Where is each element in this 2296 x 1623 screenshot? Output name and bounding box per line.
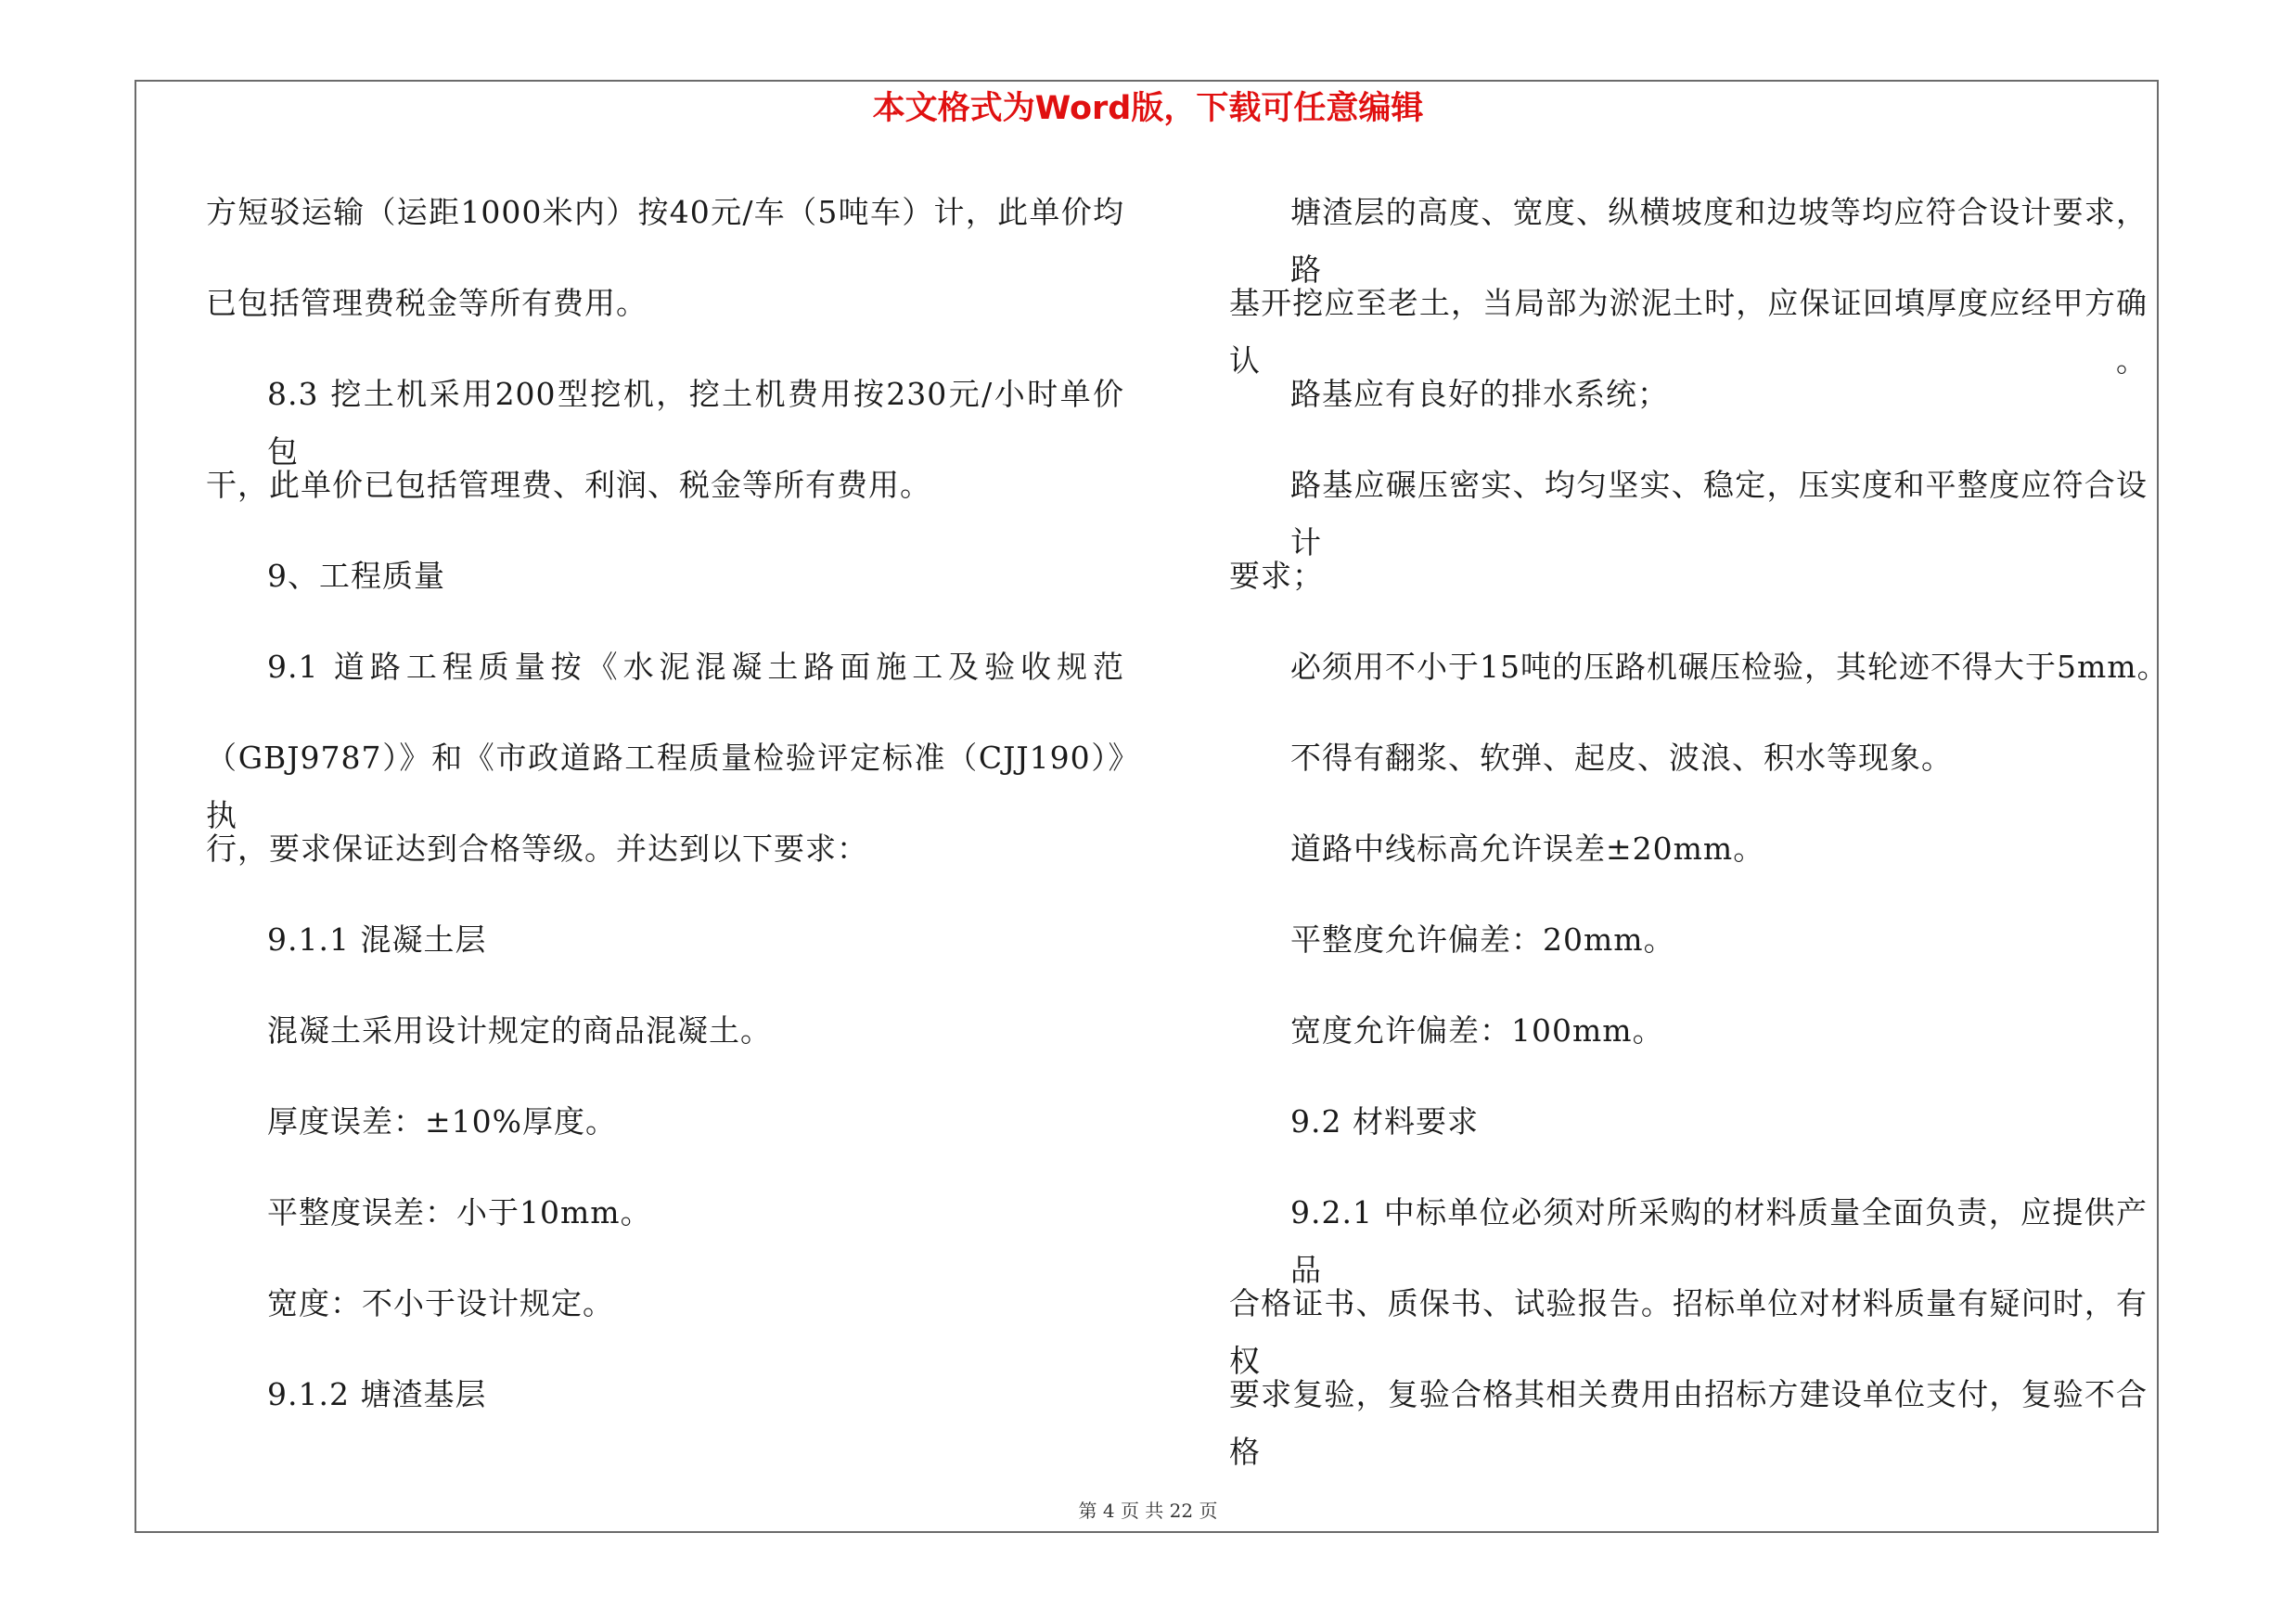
text-line: 要求； bbox=[1229, 558, 1324, 594]
text-line: 路基应碾压密实、均匀坚实、稳定，压实度和平整度应符合设计 bbox=[1290, 467, 2148, 560]
text-line: 基开挖应至老土，当局部为淤泥土时，应保证回填厚度应经甲方确认。 bbox=[1229, 285, 2148, 379]
text-line: 不得有翻浆、软弹、起皮、波浪、积水等现象。 bbox=[1290, 740, 1953, 776]
text-line: 方短驳运输（运距1000米内）按40元/车（5吨车）计，此单价均 bbox=[206, 194, 1124, 230]
text-line: 9、工程质量 bbox=[267, 558, 445, 594]
text-line: 8.3 挖土机采用200型挖机，挖土机费用按230元/小时单价包 bbox=[267, 376, 1124, 470]
text-line: 干，此单价已包括管理费、利润、税金等所有费用。 bbox=[206, 467, 931, 503]
text-line: 9.2.1 中标单位必须对所采购的材料质量全面负责，应提供产品 bbox=[1290, 1194, 2148, 1288]
page-footer: 第 4 页 共 22 页 bbox=[1078, 1500, 1218, 1522]
text-line: 平整度允许偏差：20mm。 bbox=[1290, 921, 1675, 958]
text-line: 宽度：不小于设计规定。 bbox=[267, 1285, 614, 1321]
header-notice: 本文格式为Word版，下载可任意编辑 bbox=[872, 90, 1424, 127]
left-column bbox=[206, 184, 1124, 1457]
text-line: 已包括管理费税金等所有费用。 bbox=[206, 285, 648, 321]
text-line: 合格证书、质保书、试验报告。招标单位对材料质量有疑问时，有权 bbox=[1229, 1285, 2148, 1379]
text-line: 9.1 道路工程质量按《水泥混凝土路面施工及验收规范 bbox=[267, 649, 1124, 685]
text-line: 9.2 材料要求 bbox=[1290, 1103, 1479, 1140]
text-line: 厚度误差：±10%厚度。 bbox=[267, 1103, 617, 1140]
text-line: 必须用不小于15吨的压路机碾压检验，其轮迹不得大于5mm。 bbox=[1290, 649, 2169, 685]
text-line: 9.1.1 混凝土层 bbox=[267, 921, 487, 958]
text-line: 要求复验，复验合格其相关费用由招标方建设单位支付，复验不合格 bbox=[1229, 1376, 2148, 1470]
text-line: 9.1.2 塘渣基层 bbox=[267, 1376, 487, 1412]
text-line: （GBJ9787）》和《市政道路工程质量检验评定标准（CJJ190）》执 bbox=[206, 740, 1124, 833]
text-line: 平整度误差：小于10mm。 bbox=[267, 1194, 652, 1230]
right-column bbox=[1229, 184, 2169, 1470]
text-line: 路基应有良好的排水系统； bbox=[1290, 376, 1669, 412]
text-line: 混凝土采用设计规定的商品混凝土。 bbox=[267, 1012, 772, 1049]
text-line: 宽度允许偏差：100mm。 bbox=[1290, 1012, 1664, 1049]
text-line: 道路中线标高允许误差±20mm。 bbox=[1290, 831, 1765, 867]
text-line: 塘渣层的高度、宽度、纵横坡度和边坡等均应符合设计要求，路 bbox=[1290, 194, 2148, 288]
text-line: 行，要求保证达到合格等级。并达到以下要求： bbox=[206, 831, 868, 867]
